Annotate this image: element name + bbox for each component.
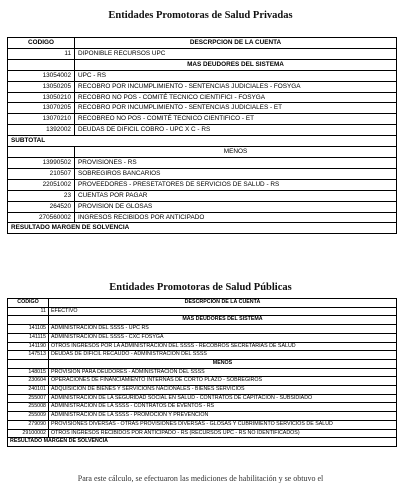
account-description: DEUDAS DE DIFICIL COBRO - UPC X C - RS	[75, 125, 397, 136]
table-row	[8, 316, 397, 325]
account-description: ADQUISICION DE BIENES Y SERVICIONS NACIONALES - BIENES SERVICIOS	[49, 386, 397, 395]
description-column-header: DESCRPCION DE LA CUENTA	[75, 38, 397, 49]
table-row	[8, 147, 397, 158]
table-row	[8, 342, 397, 351]
table-row	[8, 59, 397, 70]
account-code: 1392002	[8, 125, 75, 136]
account-code: 147513	[8, 351, 49, 360]
account-description: UPC - RS	[75, 70, 397, 81]
account-description: OTROS INGRESOS POR LA ADMINISTRACION DEL SSSS - RECOBROS SECRETARIAS DE SALUD	[49, 342, 397, 351]
account-description: ADMINISTRACION DEL SSSS - UPC RS	[49, 325, 397, 334]
account-code: 13050210	[8, 92, 75, 103]
account-code: 255009	[8, 412, 49, 421]
account-description: EFECTIVO	[49, 307, 397, 316]
code-column-header: CODIGO	[8, 38, 75, 49]
account-description: PROVISION PARA DEUDORES - ADMINISTRACION DEL SSSS	[49, 368, 397, 377]
account-description: RECOBRO NO POS - COMITÉ TECNICO CIENTIFICI - FOSYGA	[75, 92, 397, 103]
account-description: RECOBRO POR INCUMPLIMIENTO - SENTENCIAS JUDICIALES - FOSYGA	[75, 81, 397, 92]
account-code: 141190	[8, 342, 49, 351]
table-row	[8, 201, 397, 212]
account-code: 29100002	[8, 429, 49, 438]
subtotal-label: SUBTOTAL	[8, 136, 397, 147]
account-code: 13050205	[8, 81, 75, 92]
section-subheader: MAS DEUDORES DEL SISTEMA	[49, 316, 397, 325]
account-code: 255008	[8, 403, 49, 412]
table-row	[8, 377, 397, 386]
account-description: PROVEEDORES - PRESETATORES DE SERVICIOS DE SALUD - RS	[75, 179, 397, 190]
table-row	[8, 157, 397, 168]
account-code: 13070210	[8, 114, 75, 125]
table-row	[8, 307, 397, 316]
section-subheader: MAS DEUDORES DEL SISTEMA	[75, 59, 397, 70]
account-code: 210507	[8, 168, 75, 179]
account-description: INGRESOS RECIBIDOS POR ANTICIPADO	[75, 212, 397, 223]
table-row	[8, 394, 397, 403]
code-column-header: CODIGO	[8, 299, 49, 308]
account-code: 141115	[8, 333, 49, 342]
public-accounts-table	[7, 298, 397, 447]
result-label: RESULTADO MARGEN DE SOLVENCIA	[8, 438, 397, 447]
account-code: 230604	[8, 377, 49, 386]
private-accounts-table	[7, 37, 397, 234]
account-code: 23	[8, 190, 75, 201]
account-description: PROVISIONES DIVERSAS - OTRAS PROVISIONES DIVERSAS - GLOSAS Y CUBRIMIENTO SERVICIOS DE SALUD	[49, 420, 397, 429]
table-row	[8, 125, 397, 136]
account-description: PROVISIONES - RS	[75, 157, 397, 168]
account-code	[8, 316, 49, 325]
table-header-row	[8, 299, 397, 308]
section-subheader: MENOS	[75, 147, 397, 158]
private-table-body	[8, 38, 397, 234]
account-description: ADMINISTRACION DE LA SSSS - CONTRATOS DE EVENTOS - RS	[49, 403, 397, 412]
table-row	[8, 412, 397, 421]
table-row	[8, 92, 397, 103]
table-row	[8, 223, 397, 234]
private-section-title: Entidades Promotoras de Salud Privadas	[108, 10, 293, 21]
account-description: DEUDAS DE DIFICIL RECAUDO - ADMINISTRACION DEL SSSS	[49, 351, 397, 360]
table-row	[8, 136, 397, 147]
account-description: CUENTAS POR PAGAR	[75, 190, 397, 201]
account-code: 255007	[8, 394, 49, 403]
table-row	[8, 114, 397, 125]
public-table-body	[8, 299, 397, 447]
section-subheader: MENOS	[49, 359, 397, 368]
account-code: 11	[8, 307, 49, 316]
account-code: 141105	[8, 325, 49, 334]
account-description: OTROS INGRESOS RECIBIDOS POR ANTICIPADO - RS (RECURSOS UPC - RS NO IDENTIFICADOS)	[49, 429, 397, 438]
account-description: PROVISION DE GLOSAS	[75, 201, 397, 212]
account-description: RECOBREO NO POS - COMITÉ TECNICO CIENTIFICO - ET	[75, 114, 397, 125]
table-row	[8, 103, 397, 114]
account-description: OPERACIONES DE FINANCIAMIENTO INTERNAS DE CORTO PLAZO - SOBREGIROS	[49, 377, 397, 386]
account-description: DIPONIBLE RECURSOS UPC	[75, 48, 397, 59]
table-row	[8, 190, 397, 201]
account-code: 270560002	[8, 212, 75, 223]
table-row	[8, 333, 397, 342]
table-row	[8, 70, 397, 81]
account-code: 13070205	[8, 103, 75, 114]
table-row	[8, 368, 397, 377]
table-row	[8, 403, 397, 412]
account-code: 279090	[8, 420, 49, 429]
table-row	[8, 438, 397, 447]
account-code	[8, 59, 75, 70]
description-column-header: DESCRPCION DE LA CUENTA	[49, 299, 397, 308]
account-code	[8, 359, 49, 368]
account-code: 13054002	[8, 70, 75, 81]
account-code: 148015	[8, 368, 49, 377]
table-row	[8, 325, 397, 334]
account-description: ADMINISTRACION DE LA SEGURIDAD SOCIAL EN SALUD - CONTRATOS DE CAPITACION - SUBSIDIADO	[49, 394, 397, 403]
account-code: 22051002	[8, 179, 75, 190]
account-description: SOBREGIROS BANCARIOS	[75, 168, 397, 179]
account-description: RECOBRO POR INCUMPLIMIENTO - SENTENCIAS JUDICIALES - ET	[75, 103, 397, 114]
account-description: ADMINISTRACION DE LA SSSS - PROMOCION Y PREVENCION	[49, 412, 397, 421]
table-row	[8, 179, 397, 190]
footer-paragraph: Para este cálculo, se efectuaron las mediciones de habilitación y se obtuvo el	[77, 474, 324, 483]
table-row	[8, 81, 397, 92]
result-label: RESULTADO MARGEN DE SOLVENCIA	[8, 223, 397, 234]
account-code: 240101	[8, 386, 49, 395]
account-description: ADMINISTRACION DEL SSSS - CXC FOSYGA	[49, 333, 397, 342]
table-row	[8, 48, 397, 59]
table-row	[8, 386, 397, 395]
table-row	[8, 429, 397, 438]
table-row	[8, 168, 397, 179]
account-code: 11	[8, 48, 75, 59]
public-section-title: Entidades Promotoras de Salud Públicas	[109, 282, 292, 293]
table-row	[8, 212, 397, 223]
account-code	[8, 147, 75, 158]
table-row	[8, 420, 397, 429]
table-row	[8, 359, 397, 368]
table-header-row	[8, 38, 397, 49]
table-row	[8, 351, 397, 360]
account-code: 264520	[8, 201, 75, 212]
account-code: 13990502	[8, 157, 75, 168]
